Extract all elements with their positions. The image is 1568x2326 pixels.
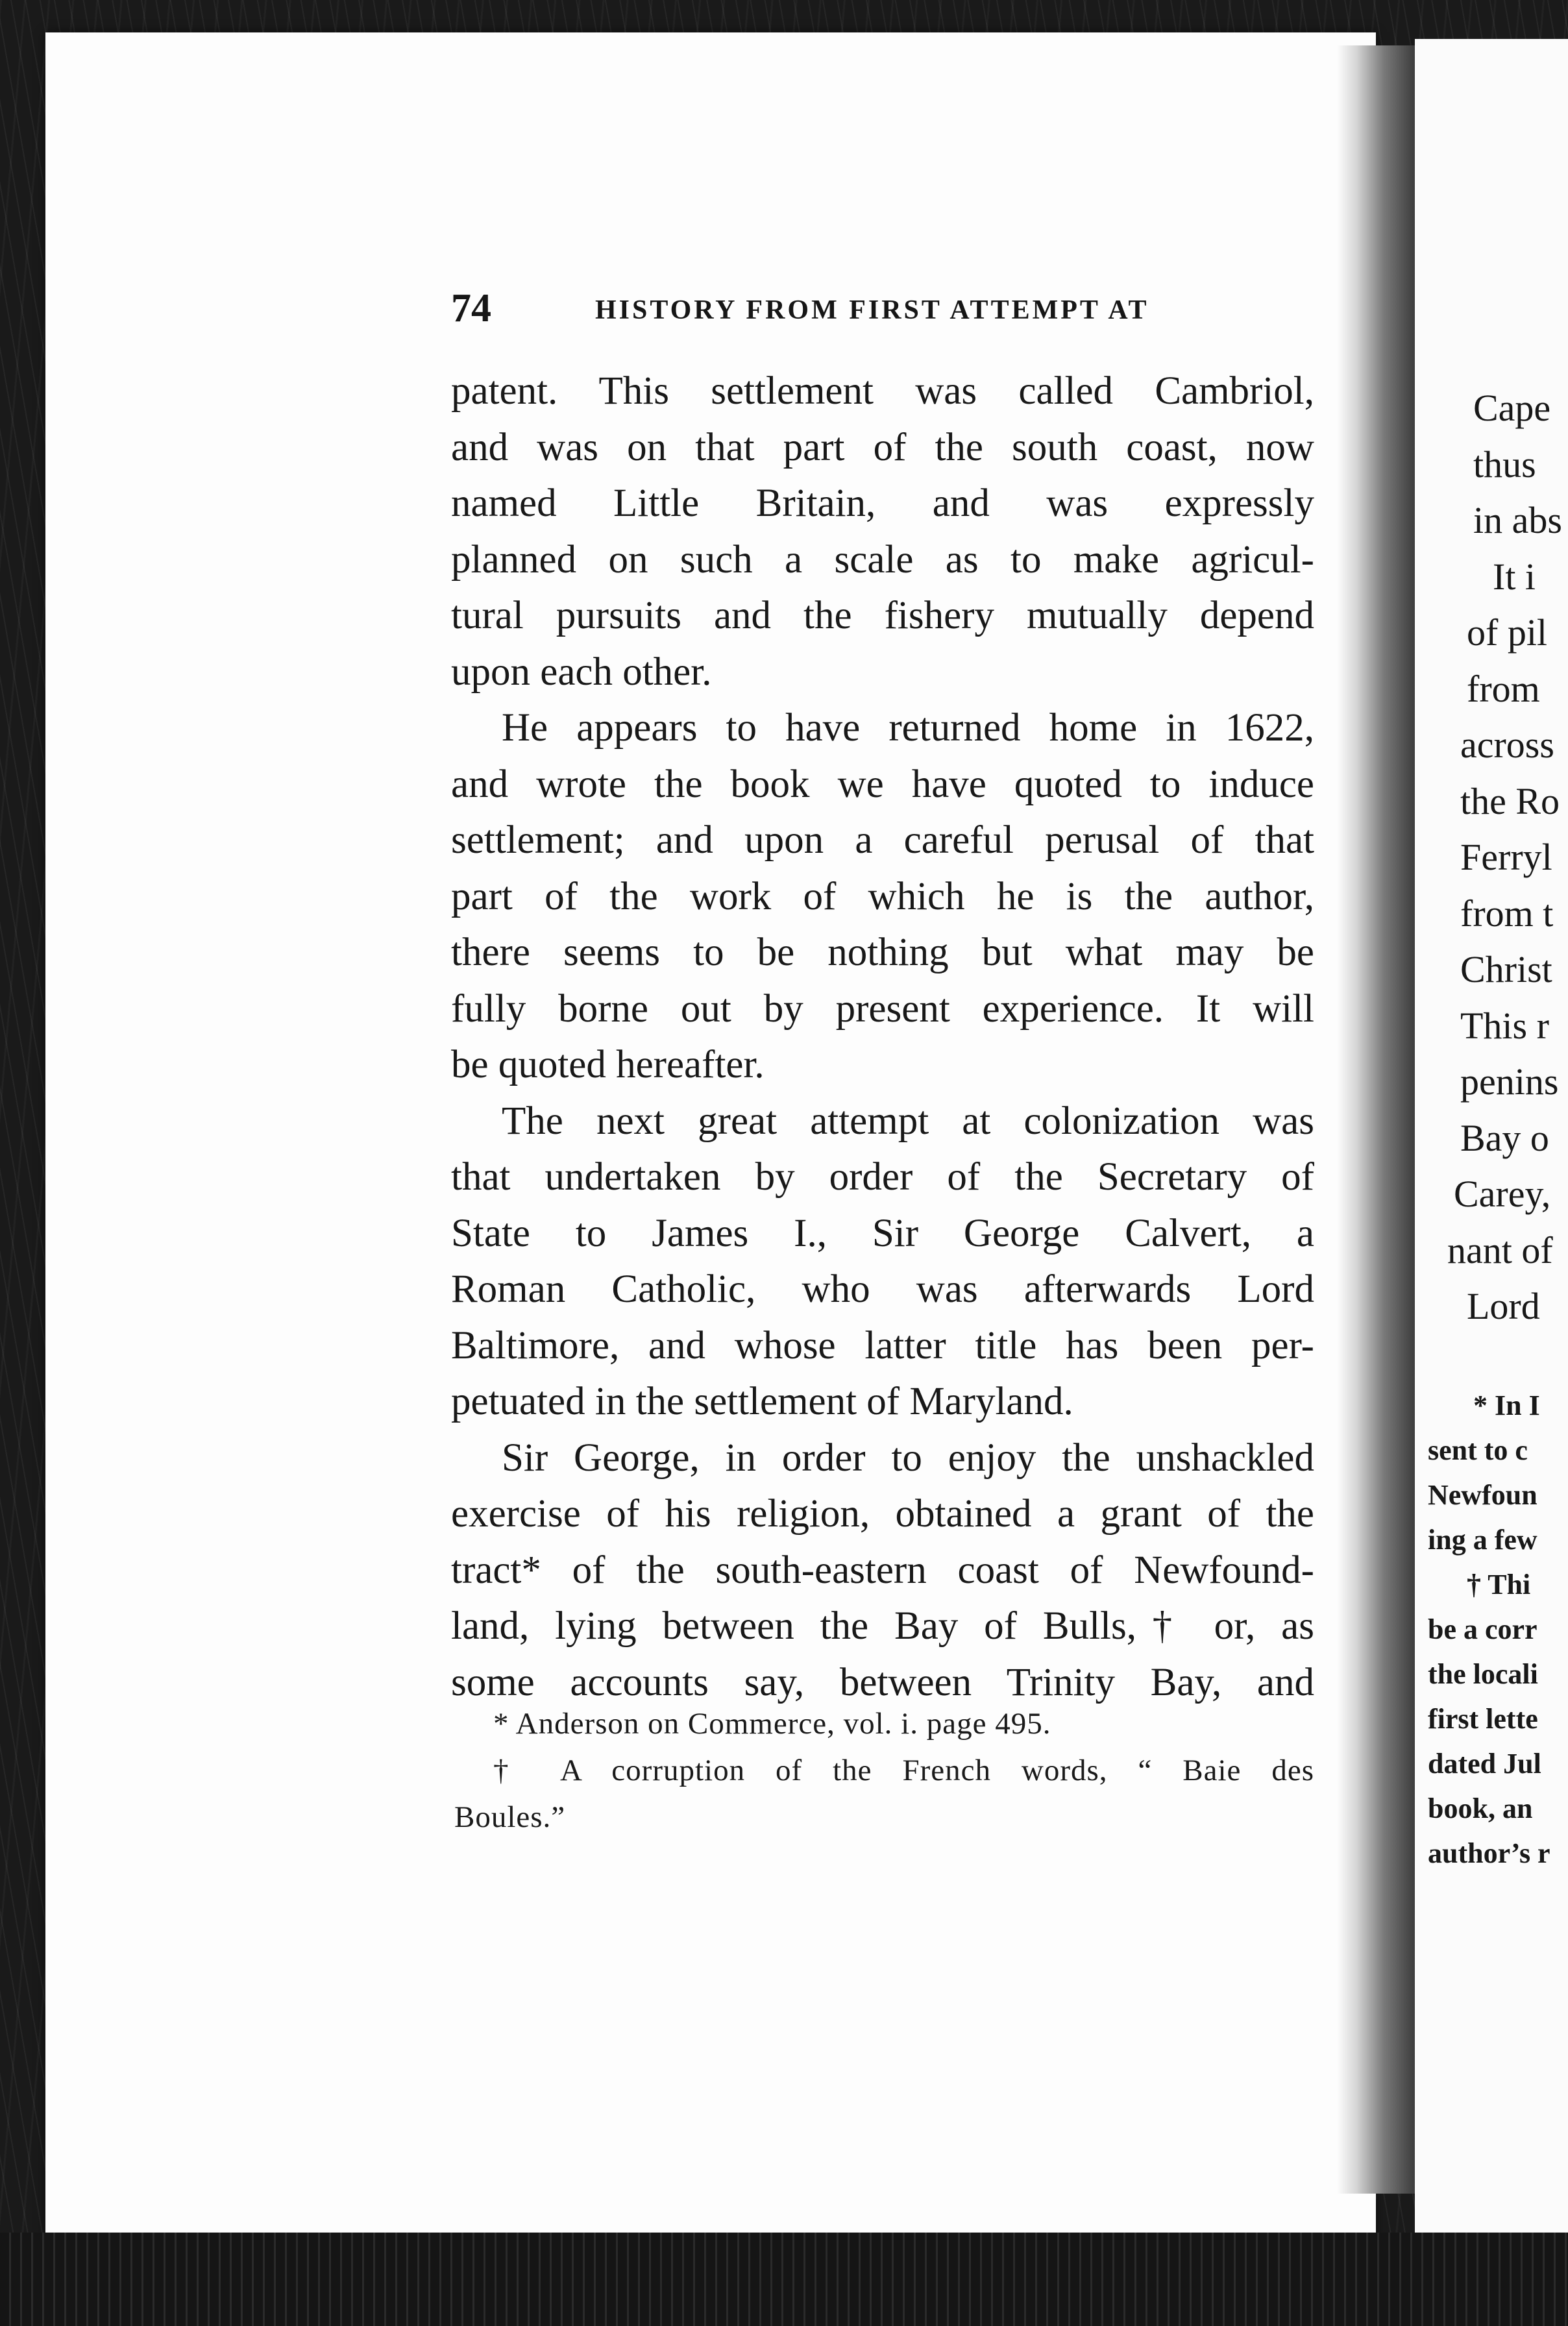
text-line: fully borne out by present experience. It will [451, 986, 1314, 1031]
facing-page-footnote: Newfoun [1428, 1479, 1537, 1511]
facing-page-line: It i [1493, 555, 1536, 598]
text-line: settlement; and upon a careful perusal of that [451, 818, 1314, 862]
facing-page-line: from [1467, 667, 1540, 710]
facing-page-footnote: author’s r [1428, 1837, 1550, 1869]
facing-page-line: Christ [1460, 948, 1552, 990]
facing-page-line: penins [1460, 1060, 1559, 1103]
page-number: 74 [451, 286, 491, 330]
footnote-line: † A corruption of the French words, “ Baie des [493, 1754, 1314, 1787]
facing-page-footnote: † Thi [1467, 1569, 1531, 1600]
text-line: there seems to be nothing but what may be [451, 931, 1314, 974]
facing-page-footnote: the locali [1428, 1658, 1538, 1690]
facing-page-line: the Ro [1460, 779, 1560, 822]
text-line: Baltimore, and whose latter title has been per- [451, 1323, 1314, 1367]
facing-page-line: in abs [1473, 499, 1562, 541]
facing-page-footnote: dated Jul [1428, 1748, 1541, 1780]
text-line: planned on such a scale as to make agricul- [451, 537, 1314, 582]
text-line: patent. This settlement was called Cambriol, [451, 369, 1314, 413]
facing-page-line: thus [1473, 443, 1536, 485]
facing-page-footnote: ing a few [1428, 1524, 1537, 1556]
facing-page-line: Lord [1467, 1285, 1540, 1327]
footnote-line: Boules.” [454, 1800, 566, 1834]
text-line: State to James I., Sir George Calvert, a [451, 1211, 1314, 1255]
text-line: petuated in the settlement of Maryland. [451, 1380, 1073, 1423]
text-line: Sir George, in order to enjoy the unshackled [502, 1436, 1314, 1480]
text-line: He appears to have returned home in 1622, [502, 706, 1314, 750]
scan-bottom-edge [0, 2233, 1568, 2326]
facing-page-line: This r [1460, 1004, 1549, 1047]
text-line: some accounts say, between Trinity Bay, and [451, 1660, 1314, 1704]
text-line: part of the work of which he is the author, [451, 874, 1314, 918]
text-line: Roman Catholic, who was afterwards Lord [451, 1267, 1314, 1311]
footnotes [454, 1700, 1314, 1841]
facing-page-line: Carey, [1454, 1173, 1551, 1215]
facing-page-footnote: first lette [1428, 1703, 1538, 1735]
text-line: tural pursuits and the fishery mutually depend [451, 594, 1314, 637]
facing-page-line: across [1460, 724, 1554, 766]
book-gutter [1337, 45, 1415, 2194]
footnote-line: * Anderson on Commerce, vol. i. page 495. [493, 1707, 1051, 1741]
facing-page-line: of pil [1467, 611, 1548, 654]
facing-page-line: Bay o [1460, 1116, 1549, 1159]
facing-page-line: Ferryl [1460, 836, 1552, 878]
text-line: tract* of the south-eastern coast of Newfound- [451, 1548, 1314, 1592]
text-line: and wrote the book we have quoted to induce [451, 762, 1314, 806]
facing-page-footnote: be a corr [1428, 1613, 1537, 1645]
text-line: upon each other. [451, 650, 712, 694]
facing-page-line: from t [1460, 892, 1554, 935]
body-text [451, 363, 1314, 1711]
facing-page [1415, 39, 1568, 2259]
text-line: exercise of his religion, obtained a grant of the [451, 1492, 1314, 1536]
text-line: be quoted hereafter. [451, 1043, 765, 1086]
facing-page-footnote: * In I [1473, 1389, 1540, 1421]
text-line: that undertaken by order of the Secretary of [451, 1155, 1314, 1199]
text-line: and was on that part of the south coast, now [451, 425, 1314, 469]
header-title: HISTORY FROM FIRST ATTEMPT AT [595, 295, 1149, 325]
facing-page-line: Cape [1473, 387, 1551, 429]
text-line: named Little Britain, and was expressly [451, 482, 1314, 525]
text-line: land, lying between the Bay of Bulls,† or, as [451, 1604, 1314, 1648]
facing-page-footnote: sent to c [1428, 1434, 1528, 1466]
facing-page-footnote: book, an [1428, 1793, 1533, 1824]
running-head [451, 286, 1321, 337]
text-line: The next great attempt at colonization was [502, 1099, 1314, 1143]
facing-page-line: nant of [1447, 1229, 1553, 1271]
